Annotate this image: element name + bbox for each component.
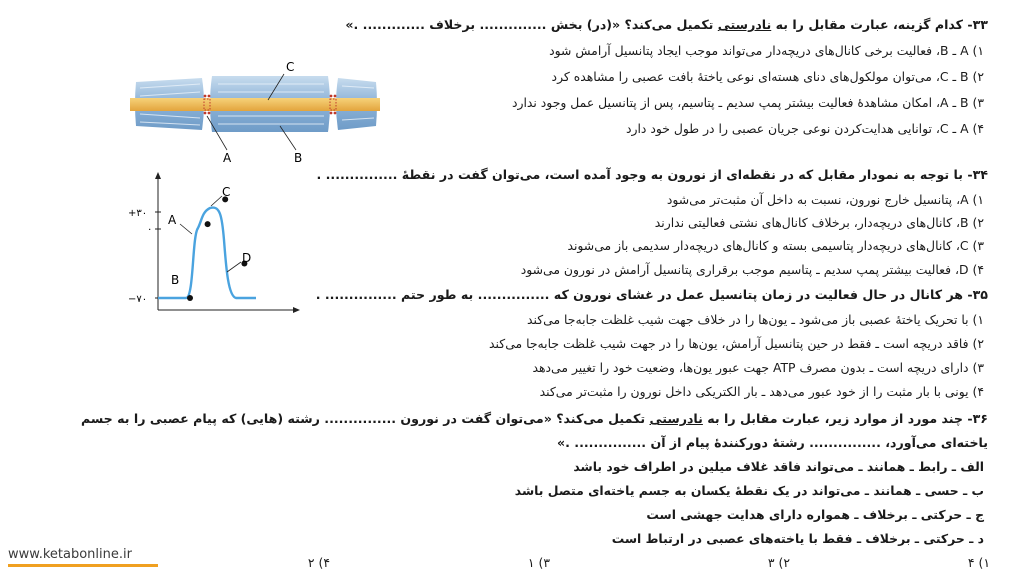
question-34-option-3: ۳) C، کانال‌های دریچه‌دار پتاسیمی بسته و کانال‌های دریچه‌دار سدیمی باز می‌شوند bbox=[567, 238, 984, 253]
nerve-fiber-figure bbox=[130, 54, 380, 166]
question-35-option-2: ۲) فاقد دریچه است ـ فقط در حین پتانسیل آرامش، یون‌ها را در جهت شیب غلظت جابه‌جا می‌کند bbox=[489, 336, 984, 351]
question-34-option-4: ۴) D، فعالیت بیشتر پمپ سدیم ـ پتاسیم موجب برقراری پتانسیل آرامش در نورون می‌شود bbox=[520, 262, 984, 277]
graph-y-tick-zero: ۰ bbox=[147, 224, 153, 235]
question-35-option-3: ۳) دارای دریچه است ـ بدون مصرف ATP جهت عبور یون‌ها، وضعیت خود را تغییر می‌دهد bbox=[532, 360, 984, 375]
graph-y-tick-bottom: −۷۰ bbox=[128, 294, 148, 305]
question-36-answer-3: ۳) ۱ bbox=[527, 555, 550, 570]
graph-label-a: A bbox=[168, 213, 177, 227]
question-33-option-1: ۱) A ـ B، فعالیت برخی کانال‌های دریچه‌دار می‌تواند موجب ایجاد پتانسیل آرامش شود bbox=[549, 43, 984, 58]
nerve-label-c: C bbox=[286, 60, 295, 74]
question-34-stem: ۳۴- با توجه به نمودار مقابل که در نقطه‌ای از نورون به وجود آمده است، می‌توان گفت در نقطهٔ ............... . bbox=[316, 167, 988, 182]
graph-leader-c bbox=[211, 196, 222, 206]
question-33-stem: ۳۳- کدام گزینه، عبارت مقابل را به نادرستی تکمیل می‌کند؟ «(در) بخش .............. برخلاف ............. .» bbox=[345, 17, 988, 32]
question-36-stem: ۳۶- چند مورد از موارد زیر، عبارت مقابل را به نادرستی تکمیل می‌کند؟ «می‌توان گفت در نورون ............... رشته (هایی) که پیام عصبی را به جسم bbox=[80, 411, 988, 426]
question-36-answer-1: ۱) ۴ bbox=[967, 555, 990, 570]
graph-y-tick-top: +۳۰ bbox=[128, 208, 148, 219]
graph-point-b bbox=[187, 295, 193, 301]
question-36-item-alef: الف ـ رابط ـ همانند ـ می‌تواند فاقد غلاف میلین در اطراف خود باشد bbox=[573, 459, 984, 474]
question-36-item-be: ب ـ حسی ـ همانند ـ می‌تواند در یک نقطهٔ یکسان به جسم یاخته‌ای متصل باشد bbox=[514, 483, 984, 498]
question-33-option-4: ۴) A ـ C، توانایی هدایت‌کردن نوعی جریان عصبی را در طول خود دارد bbox=[625, 121, 984, 136]
question-36-item-jim: ج ـ حرکتی ـ برخلاف ـ همواره دارای هدایت جهشی است bbox=[646, 507, 984, 522]
question-36-item-dal: د ـ حرکتی ـ برخلاف ـ فقط با یاخته‌های عصبی در ارتباط است bbox=[611, 531, 984, 546]
graph-x-arrow bbox=[293, 307, 300, 313]
question-36-answer-2: ۲) ۳ bbox=[767, 555, 790, 570]
question-35-option-4: ۴) یونی با بار مثبت را از خود عبور می‌دهد ـ بار الکتریکی داخل نورون را مثبت‌تر می‌کند bbox=[539, 384, 984, 399]
question-34-option-1: ۱) A، پتانسیل خارج نورون، نسبت به داخل آن مثبت‌تر می‌شود bbox=[666, 192, 984, 207]
website-watermark: www.ketabonline.ir bbox=[8, 547, 188, 567]
question-35-stem: ۳۵- هر کانال در حال فعالیت در زمان پتانسیل عمل در غشای نورون که ............... به طور حتم ............... . bbox=[315, 287, 988, 302]
axon bbox=[130, 98, 380, 111]
graph-leader-d bbox=[227, 262, 241, 272]
graph-label-d: D bbox=[242, 251, 252, 265]
nerve-label-b: B bbox=[294, 151, 303, 165]
graph-label-b: B bbox=[171, 273, 180, 287]
question-33-option-2: ۲) B ـ C، می‌توان مولکول‌های دنای هسته‌ای نوعی یاختهٔ بافت عصبی را مشاهده کرد bbox=[551, 69, 984, 84]
graph-point-a bbox=[205, 221, 211, 227]
action-potential-graph bbox=[124, 170, 304, 320]
graph-y-arrow bbox=[155, 172, 161, 179]
graph-leader-a bbox=[180, 224, 192, 234]
question-36-answers bbox=[300, 552, 990, 574]
question-34-option-2: ۲) B، کانال‌های دریچه‌دار، برخلاف کانال‌های نشتی فعالیتی ندارند bbox=[654, 215, 984, 230]
question-36-stem-continued: یاخته‌ای می‌آورد، ............... رشتهٔ دورکنندهٔ پیام از آن ............... .» bbox=[557, 435, 988, 450]
graph-label-c: C bbox=[222, 185, 231, 199]
question-35-option-1: ۱) با تحریک یاختهٔ عصبی باز می‌شود ـ یون‌ها را در خلاف جهت شیب غلظت جابه‌جا می‌کند bbox=[526, 312, 984, 327]
watermark-underline bbox=[8, 564, 158, 567]
question-33-option-3: ۳) B ـ A، امکان مشاهدهٔ فعالیت بیشتر پمپ سدیم ـ پتاسیم، پس از پتانسیل عمل وجود ندارد bbox=[511, 95, 984, 110]
nerve-label-a: A bbox=[223, 151, 232, 165]
question-36-answer-4: ۴) ۲ bbox=[307, 555, 330, 570]
